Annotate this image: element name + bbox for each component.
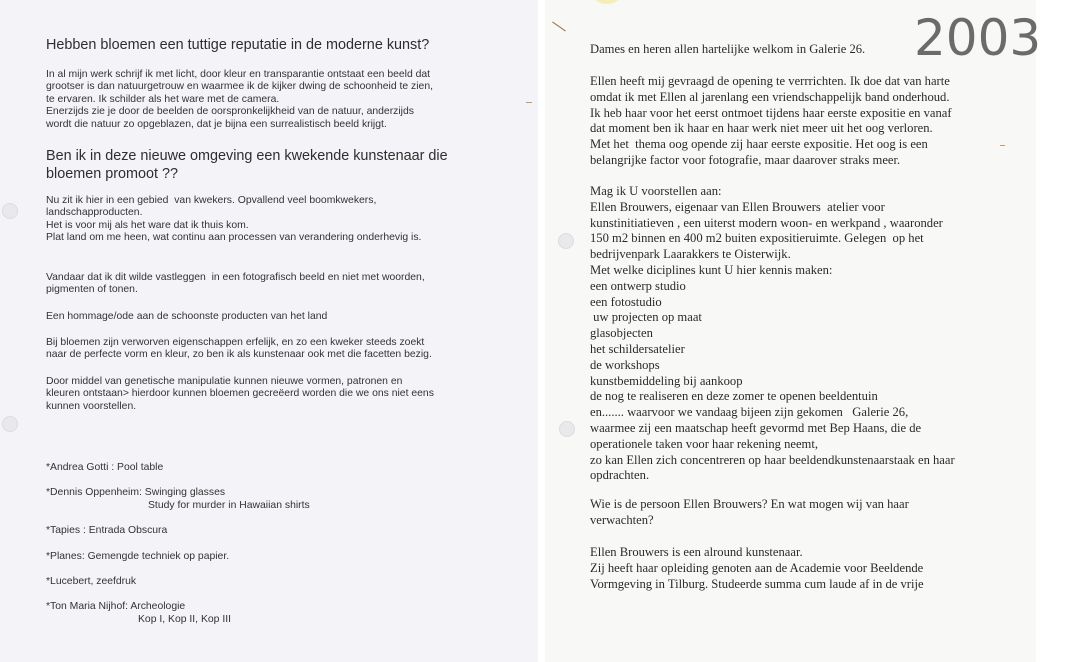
- margin-mark: [1000, 145, 1005, 146]
- punch-hole-icon: [558, 233, 574, 249]
- right-paragraph-3: Wie is de persoon Ellen Brouwers? En wat mogen wij van haar verwachten?: [590, 497, 909, 527]
- credit-item: *Lucebert, zeefdruk: [46, 576, 137, 588]
- left-paragraph-2: Nu zit ik hier in een gebied van kwekers. Opvallend veel boomkwekers, landschapproducten. Het is voor mij als het ware dat ik thuis kom. Plat land om me heen, wat continu aan processen van verandering onderhevig is.: [46, 195, 422, 244]
- artwork-credits-list: [46, 462, 310, 626]
- welcome-line: Dames en heren allen hartelijke welkom in Galerie 26.: [590, 42, 866, 56]
- right-paragraph-4: Ellen Brouwers is een alround kunstenaar. Zij heeft haar opleiding genoten aan de Academie voor Beeldende Vormgeving in Tilburg. Studeerde summa cum laude af in de vrije: [590, 545, 924, 591]
- margin-mark: [526, 102, 532, 103]
- credit-item: *Ton Maria Nijhof: Archeologie Kop I, Kop II, Kop III: [46, 601, 231, 625]
- punch-hole-icon: [2, 416, 18, 432]
- right-paragraph-1: Ellen heeft mij gevraagd de opening te verrrichten. Ik doe dat van harte omdat ik met Ellen al jarenlang een vriendschappelijk band onderhoud. Ik heb haar voor het eerst ontmoet tijdens haar eerste expositie en vanaf dat moment ben ik haar en haar werk niet meer uit het oog verloren. Met het thema oog opende zij haar eerste expositie. Het oog is een belangrijke factor voor fotografie, maar daarover straks meer.: [590, 74, 952, 167]
- left-paragraph-1: In al mijn werk schrijf ik met licht, door kleur en transparantie ontstaat een beeld dat grootser is dan natuurgetrouw en waarmee ik de kijker dwing de schoonheid te zien, te ervaren. Ik schilder als het ware met de camera. Enerzijds zie je door de beelden de oorspronkelijkheid van de natuur, anderzijds wordt die natuur zo opgeblazen, dat je bijna een surrealistisch beeld krijgt.: [46, 69, 433, 130]
- left-paragraph-5: Bij bloemen zijn verworven eigenschappen erfelijk, en zo een kweker steeds zoekt naar de perfecte vorm en kleur, zo ben ik als kunstenaar ook met die facetten bezig.: [46, 337, 432, 361]
- credit-item: *Dennis Oppenheim: Swinging glasses Study for murder in Hawaiian shirts: [46, 487, 310, 511]
- punch-hole-icon: [559, 421, 575, 437]
- left-paragraph-3: Vandaar dat ik dit wilde vastleggen in een fotografisch beeld en niet met woorden, pigmenten of tonen.: [46, 272, 425, 296]
- year-label: 2003: [914, 9, 1042, 67]
- left-paragraph-6: Door middel van genetische manipulatie kunnen nieuwe vormen, patronen en kleuren ontstaan> hierdoor kunnen bloemen gecreëerd worden die we ons niet eens kunnen voorstellen.: [46, 376, 434, 412]
- credit-item: *Tapies : Entrada Obscura: [46, 525, 168, 537]
- left-heading-1: Hebben bloemen een tuttige reputatie in de moderne kunst?: [46, 37, 430, 53]
- credit-item: *Planes: Gemengde techniek op papier.: [46, 550, 230, 562]
- right-paragraph-2: Mag ik U voorstellen aan: Ellen Brouwers, eigenaar van Ellen Brouwers atelier voor kunstinitiatieven , een uiterst modern woon- en werkpand , waaronder 150 m2 binnen en 400 m2 buiten expositieruimte. Gelegen op het bedrijvenpark Laarakkers te Oisterwijk. Met welke diciplines kunt U hier kennis maken: een ontwerp studio een fotostudio uw projecten op maat glasobjecten het schildersatelier de workshops kunstbemiddeling bij aankoop de nog te realiseren en deze zomer te openen beeldentuin en....... waarvoor we vandaag bijeen zijn gekomen Galerie 26, waarmee zij een maatschap heeft gevormd met Bep Haans, die de operationele taken voor haar rekening neemt, zo kan Ellen zich concentreren op haar beeldendkunstenaarstaak en haar opdrachten.: [590, 184, 955, 483]
- left-paragraph-4: Een hommage/ode aan de schoonste producten van het land: [46, 311, 328, 322]
- left-heading-2: Ben ik in deze nieuwe omgeving een kwekende kunstenaar die bloemen promoot ??: [46, 148, 448, 182]
- punch-hole-icon: [2, 203, 18, 219]
- credit-item: *Andrea Gotti : Pool table: [46, 462, 164, 473]
